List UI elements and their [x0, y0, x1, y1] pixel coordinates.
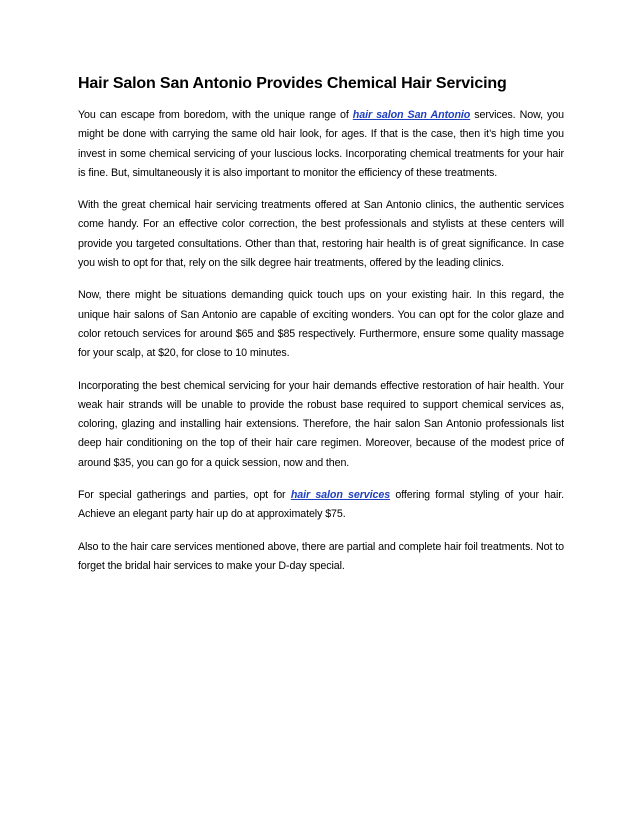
- paragraph-special-text-end: offering formal styling of your hair. Achieve an elegant party hair up do at approximately $75.: [78, 489, 564, 521]
- paragraph-intro-text-start: You can escape from boredom, with the unique range of: [78, 109, 353, 121]
- hair-salon-san-antonio-link[interactable]: hair salon San Antonio: [352, 109, 471, 121]
- paragraph-special-gatherings: [78, 486, 564, 525]
- hair-salon-services-link[interactable]: hair salon services: [290, 489, 391, 502]
- paragraph-intro-text-end: services. Now, you might be done with carrying the same old hair look, for ages. If that is the case, then it’s high time you invest in some chemical servicing of your luscious locks. Incorporating chemical treatments for your hair is fine. But, simultaneously it is also important to monitor the efficiency of these treatments.: [78, 109, 564, 179]
- paragraph-restoration: Incorporating the best chemical servicing for your hair demands effective restoration of hair health. Your weak hair strands will be unable to provide the robust base required to support chemical services as, coloring, glazing and installing hair extensions. Therefore, the hair salon San Antonio professionals list deep hair conditioning on the top of their hair care regimen. Moreover, because of the modest price of around $35, you can go for a quick session, now and then.: [78, 379, 564, 469]
- document-title: Hair Salon San Antonio Provides Chemical Hair Servicing: [78, 75, 507, 92]
- paragraph-foil-treatments: Also to the hair care services mentioned above, there are partial and complete hair foil treatments. Not to forget the bridal hair services to make your D-day special.: [78, 540, 564, 572]
- paragraph-intro: [78, 106, 564, 183]
- paragraph-special-text-start: For special gatherings and parties, opt for: [78, 489, 291, 502]
- document-page: [78, 72, 564, 589]
- paragraph-touch-ups: Now, there might be situations demanding quick touch ups on your existing hair. In this regard, the unique hair salons of San Antonio are capable of exciting wonders. You can opt for the color glaze and color retouch services for around $65 and $85 respectively. Furthermore, ensure some quality massage for your scalp, at $20, for close to 10 minutes.: [78, 289, 564, 360]
- paragraph-treatments: With the great chemical hair servicing treatments offered at San Antonio clinics, the authentic services come handy. For an effective color correction, the best professionals and stylists at these centers will provide you targeted consultations. Other than that, restoring hair health is of great significance. In case you wish to opt for that, rely on the silk degree hair treatments, offered by the leading clinics.: [78, 199, 564, 270]
